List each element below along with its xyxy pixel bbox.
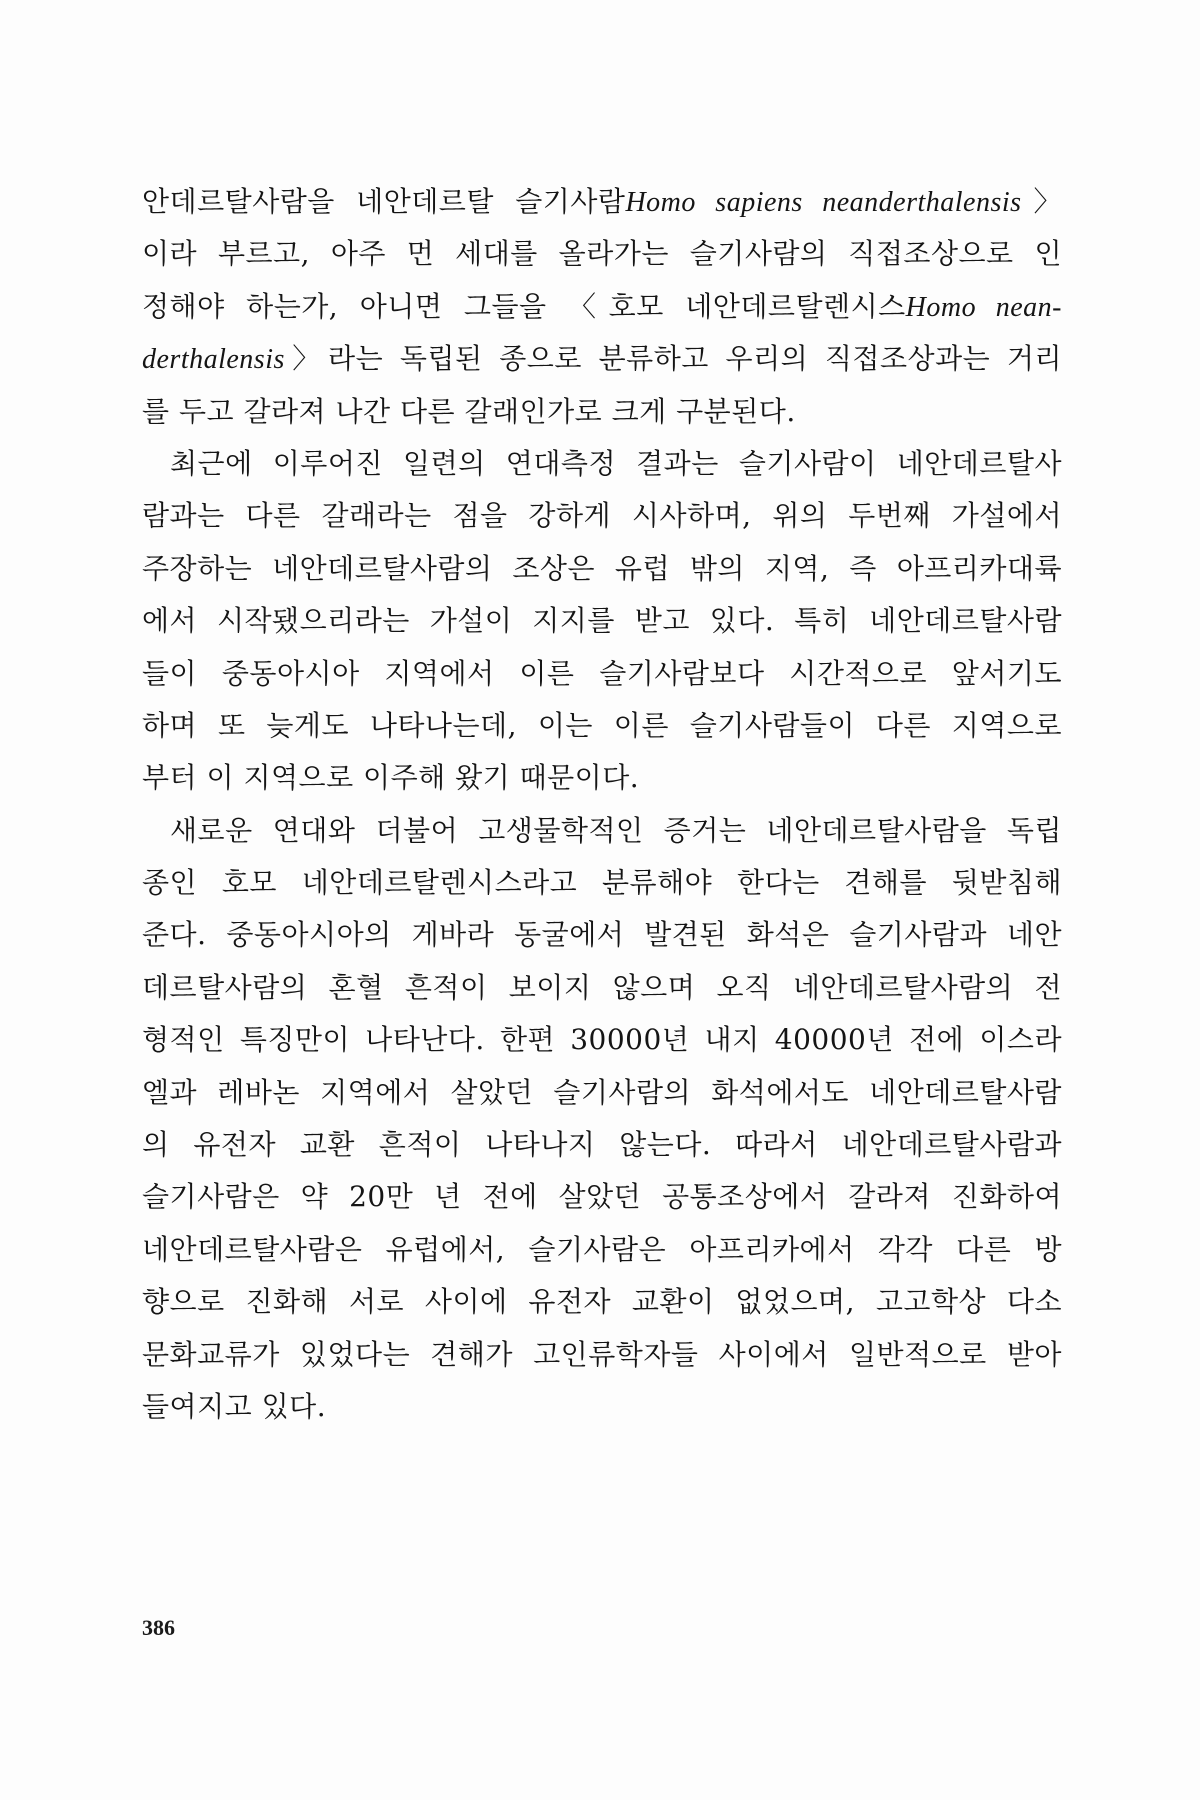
page-number: 386	[142, 1615, 175, 1640]
text-line	[142, 857, 1062, 909]
text-line	[142, 228, 1062, 280]
text-line	[142, 1014, 1062, 1066]
text-line	[142, 595, 1062, 647]
text-segment: 들이 중동아시아 지역에서 이른 슬기사람보다 시간적으로 앞서기도	[142, 656, 1062, 690]
text-line	[142, 176, 1062, 228]
text-line	[142, 962, 1062, 1014]
text-line	[142, 543, 1062, 595]
text-segment: 부터 이 지역으로 이주해 왔기 때문이다.	[142, 761, 640, 795]
text-segment: 에서 시작됐으리라는 가설이 지지를 받고 있다. 특히 네안데르탈사람	[142, 604, 1062, 638]
text-line	[142, 1119, 1062, 1171]
text-segment: 새로운 연대와 더불어 고생물학적인 증거는 네안데르탈사람을 독립	[170, 813, 1062, 847]
text-line	[142, 490, 1062, 542]
text-line	[142, 438, 1062, 490]
text-segment: 최근에 이루어진 일련의 연대측정 결과는 슬기사람이 네안데르탈사	[170, 446, 1062, 480]
text-segment: 안데르탈사람을 네안데르탈 슬기사람	[142, 185, 626, 218]
text-segment: 의 유전자 교환 흔적이 나타나지 않는다. 따라서 네안데르탈사람과	[142, 1128, 1062, 1162]
text-line	[142, 386, 1062, 438]
text-segment: 슬기사람은 약 20만 년 전에 살았던 공통조상에서 갈라져 진화하여	[142, 1180, 1062, 1214]
text-segment: 들여지고 있다.	[142, 1389, 327, 1423]
text-line	[142, 648, 1062, 700]
text-segment: 를 두고 갈라져 나간 다른 갈래인가로 크게 구분된다.	[142, 394, 796, 428]
italic-text-segment: Homo nean-	[905, 291, 1062, 323]
text-segment: 〉라는 독립된 종으로 분류하고 우리의 직접조상과는 거리	[284, 342, 1062, 376]
italic-text-segment: Homo sapiens neanderthalensis	[625, 187, 1022, 218]
text-segment: 주장하는 네안데르탈사람의 조상은 유럽 밖의 지역, 즉 아프리카대륙	[142, 551, 1062, 585]
text-line	[142, 805, 1062, 857]
text-segment: 준다. 중동아시아의 게바라 동굴에서 발견된 화석은 슬기사람과 네안	[142, 918, 1062, 952]
text-segment: 네안데르탈사람은 유럽에서, 슬기사람은 아프리카에서 각각 다른 방	[142, 1232, 1062, 1266]
text-line	[142, 700, 1062, 752]
text-segment: 데르탈사람의 혼혈 흔적이 보이지 않으며 오직 네안데르탈사람의 전	[142, 970, 1062, 1004]
text-segment: 이라 부르고, 아주 먼 세대를 올라가는 슬기사람의 직접조상으로 인	[142, 237, 1062, 271]
text-line	[142, 752, 1062, 804]
text-line	[142, 1276, 1062, 1328]
text-segment: 문화교류가 있었다는 견해가 고인류학자들 사이에서 일반적으로 받아	[142, 1337, 1062, 1371]
text-line	[142, 909, 1062, 961]
text-line	[142, 1329, 1062, 1381]
text-segment: 정해야 하는가, 아니면 그들을 〈호모 네안데르탈렌시스	[142, 289, 906, 323]
text-segment: 람과는 다른 갈래라는 점을 강하게 시사하며, 위의 두번째 가설에서	[142, 499, 1062, 533]
text-line	[142, 1171, 1062, 1223]
text-segment: 〉	[1021, 185, 1062, 218]
text-segment: 엘과 레바논 지역에서 살았던 슬기사람의 화석에서도 네안데르탈사람	[142, 1075, 1062, 1109]
italic-text-segment: derthalensis	[142, 344, 285, 376]
text-line	[142, 1067, 1062, 1119]
text-segment: 형적인 특징만이 나타난다. 한편 30000년 내지 40000년 전에 이스라	[142, 1023, 1062, 1057]
text-line	[142, 1381, 1062, 1433]
text-segment: 향으로 진화해 서로 사이에 유전자 교환이 없었으며, 고고학상 다소	[142, 1285, 1062, 1319]
text-segment: 종인 호모 네안데르탈렌시스라고 분류해야 한다는 견해를 뒷받침해	[142, 866, 1062, 900]
body-text	[142, 176, 1062, 1433]
text-line	[142, 333, 1062, 385]
text-line	[142, 281, 1062, 333]
text-line	[142, 1224, 1062, 1276]
text-segment: 하며 또 늦게도 나타나는데, 이는 이른 슬기사람들이 다른 지역으로	[142, 708, 1062, 742]
